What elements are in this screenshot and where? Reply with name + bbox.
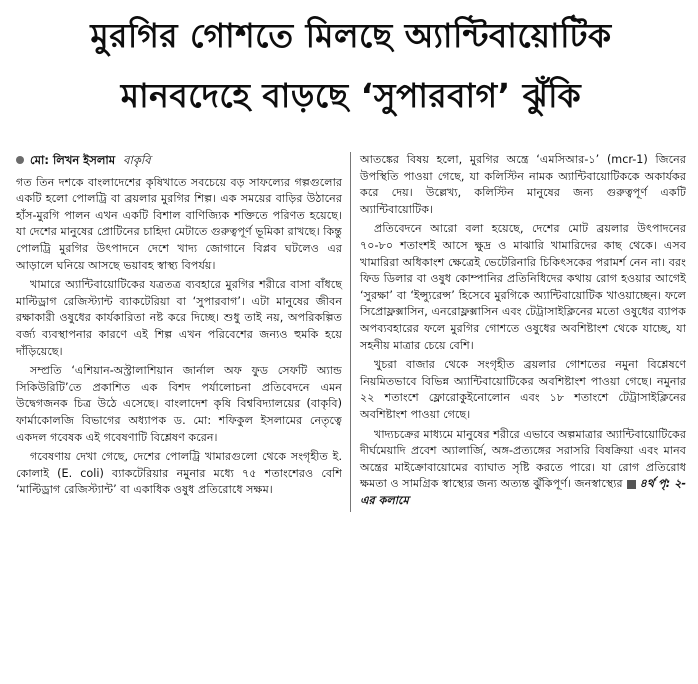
paragraph: খামারে অ্যান্টিবায়োটিকের যত্রতত্র ব্যবহারে মুরগির শরীরে বাসা বাঁধছে মাল্টিড্রাগ রেজিস্ট্যান্ট ব্যাকটেরিয়া বা ‘সুপারবাগ’। এটা মানুষের জীবন রক্ষাকারী ওষুধের কার্যকারিতা নষ্ট করে দিচ্ছে। শুধু তাই নয়, অপরিকল্পিত বর্জ্য ব্যবস্থাপনার কারণে এই শিল্প এখন পরিবেশের জন্যও হুমকি হয়ে দাঁড়িয়েছে। <box>16 278 342 358</box>
headline-line-2: মানবদেহে বাড়ছে ‘সুপারবাগ’ ঝুঁকি <box>120 76 582 115</box>
paragraph-last <box>360 427 686 510</box>
paragraph: প্রতিবেদনে আরো বলা হয়েছে, দেশের মোট ব্রয়লার উৎপাদনের ৭০-৮০ শতাংশই আসে ক্ষুদ্র ও মাঝারি খামারিদের কাছ থেকে। এসব খামারিরা অধিকাংশ ক্ষেত্রেই ভেটেরিনারি চিকিৎসকের পরামর্শ নেন না। বরং ফিড ডিলার বা ওষুধ কোম্পানির প্রতিনিধিদের কথায় রোগ হওয়ার আগেই ‘সুরক্ষা’ বা ‘ইন্স্যুরেন্স’ হিসেবে মুরগিকে অ্যান্টিবায়োটিক খাওয়াচ্ছেন। ফলে সিপ্রোফ্লক্সাসিন, এনরোফ্লক্সাসিন এবং টেট্রাসাইক্লিনের মতো ওষুধের ব্যাপক অপব্যবহারের ফলে মুরগির গোশতে ওষুধের অবশিষ্টাংশ থেকে যাচ্ছে, যা সহনীয় মাত্রার চেয়ে বেশি। <box>360 222 686 352</box>
right-column <box>350 152 686 512</box>
headline <box>16 6 686 126</box>
paragraph: সম্প্রতি ‘এশিয়ান-অস্ট্রালাশিয়ান জার্নাল অফ ফুড সেফটি অ্যান্ড সিকিউরিটি’তে প্রকাশিত এক বিশদ পর্যালোচনা প্রতিবেদনে এমন উদ্বেগজনক চিত্র উঠে এসেছে। বাংলাদেশ কৃষি বিশ্ববিদ্যালয়ের (বাকৃবি) ফার্মাকোলজি বিভাগের অধ্যাপক ড. মো: শফিকুল ইসলামের নেতৃত্বে একদল গবেষক এই গবেষণাটি বিশ্লেষণ করেন। <box>16 364 342 444</box>
continuation-note[interactable]: ৪র্থ পৃ: ২-এর কলামে <box>360 477 686 507</box>
headline-line-1: মুরগির গোশতে মিলছে অ্যান্টিবায়োটিক <box>90 16 612 55</box>
byline-author: মো: লিখন ইসলাম <box>30 153 116 167</box>
paragraph: গত তিন দশকে বাংলাদেশের কৃষিখাতে সবচেয়ে বড় সাফল্যের গল্পগুলোর একটি হলো পোলট্রি বা ব্রয়লার মুরগির শিল্প। এক সময়ের বাড়ির উঠানের হাঁস-মুরগি পালন এখন একটি বিশাল বাণিজ্যিক শক্তিতে পরিণত হয়েছে। যা দেশের মানুষের প্রোটিনের চাহিদা মেটাতে গুরুত্বপূর্ণ ভূমিকা রাখছে। কিন্তু পোলট্রি মুরগির উৎপাদনে দেশে খাদ্য জোগানে বিপ্লব ঘটলেও এর আড়ালে ঘনিয়ে আসছে ভয়াবহ স্বাস্থ্য বিপর্যয়। <box>16 175 342 272</box>
paragraph: খুচরা বাজার থেকে সংগৃহীত ব্রয়লার গোশতের নমুনা বিশ্লেষণে নিয়মিতভাবে বিভিন্ন অ্যান্টিবায়োটিকের অবশিষ্টাংশ পাওয়া গেছে। নমুনার ২২ শতাংশে ফ্লোরোকুইনোলোন এবং ১৮ শতাংশে টেট্রাসাইক্লিনের অবশিষ্টাংশ পাওয়া গেছে। <box>360 358 686 421</box>
paragraph: গবেষণায় দেখা গেছে, দেশের পোলট্রি খামারগুলো থেকে সংগৃহীত ই. কোলাই (E. coli) ব্যাকটেরিয়ার নমুনার মধ্যে ৭৫ শতাংশেরও বেশি ‘মাল্টিড্রাগ রেজিস্ট্যান্ট’ বা একাধিক ওষুধ প্রতিরোধে সক্ষম। <box>16 450 342 497</box>
article-body <box>16 152 686 512</box>
byline-bullet-icon <box>16 156 24 164</box>
paragraph-last-text: খাদ্যচক্রের মাধ্যমে মানুষের শরীরে এভাবে অল্পমাত্রার অ্যান্টিবায়োটিকের দীর্ঘমেয়াদি প্রবেশ অ্যালার্জি, অঙ্গ-প্রত্যঙ্গের সরাসরি বিষক্রিয়া এবং মানব অন্ত্রের মাইক্রোবায়োমের ব্যাঘাত সৃষ্টি করতে পারে। যা রোগ প্রতিরোধ ক্ষমতা ও সামগ্রিক স্বাস্থ্যের জন্য অত্যন্ত ঝুঁকিপূর্ণ। জনস্বাস্থ্যের <box>360 427 686 491</box>
paragraph: আতঙ্কের বিষয় হলো, মুরগির অন্ত্রে ‘এমসিআর-১’ (mcr-1) জিনের উপস্থিতি পাওয়া গেছে, যা কলিস্টিন নামক অ্যান্টিবায়োটিককে অকার্যকর করে দেয়। উল্লেখ্য, কলিস্টিন মানুষের জন্য গুরুত্বপূর্ণ একটি অ্যান্টিবায়োটিক। <box>360 153 686 216</box>
byline-place: বাকৃবি <box>123 153 151 167</box>
continuation-square-icon <box>627 480 636 489</box>
left-column <box>16 152 350 512</box>
byline <box>16 152 342 169</box>
